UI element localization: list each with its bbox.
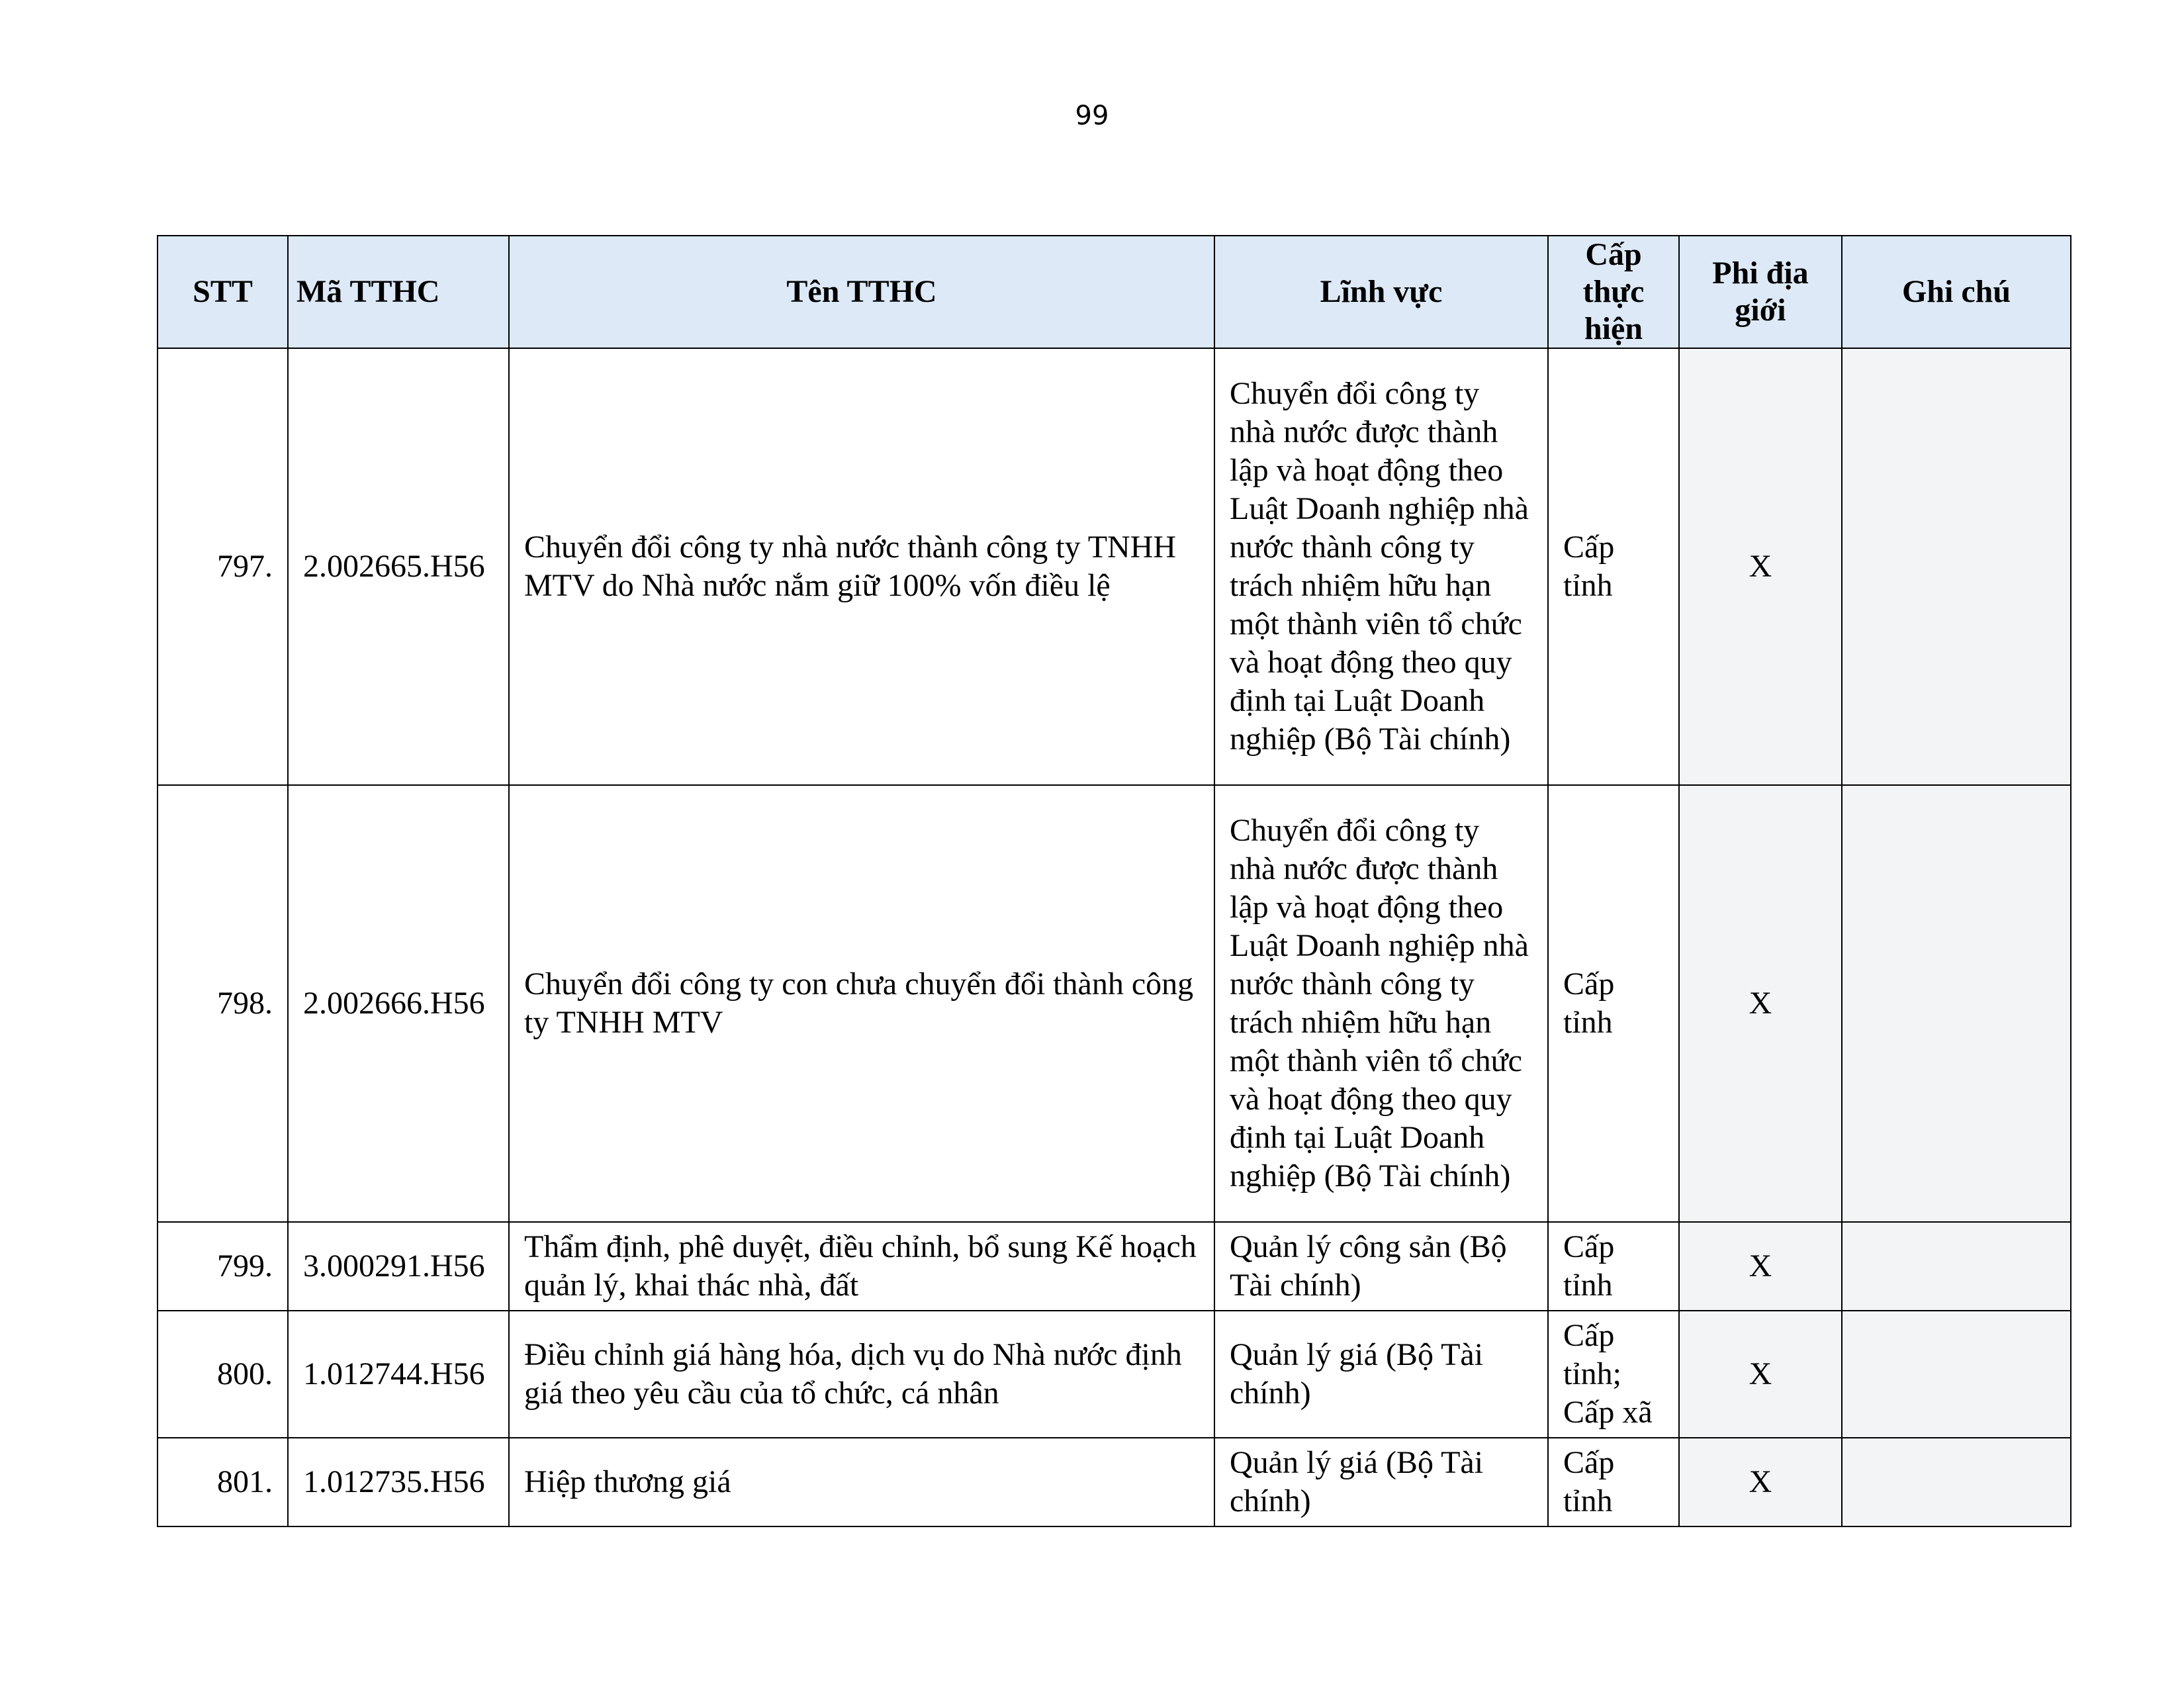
cell-phi-dia-gioi: X [1679,1311,1842,1438]
header-ten-tthc: Tên TTHC [509,236,1214,348]
header-cap-thuc-hien: Cấp thực hiện [1548,236,1679,348]
cell-phi-dia-gioi: X [1679,785,1842,1222]
cell-ma-tthc: 2.002665.H56 [288,348,509,785]
header-linh-vuc: Lĩnh vực [1214,236,1548,348]
cell-cap-thuc-hien: Cấp tỉnh [1548,1222,1679,1311]
cell-ma-tthc: 3.000291.H56 [288,1222,509,1311]
cell-linh-vuc: Quản lý công sản (Bộ Tài chính) [1214,1222,1548,1311]
header-row [158,236,2071,348]
procedures-table [157,235,2071,1527]
table-row [158,1438,2071,1526]
header-ma-tthc: Mã TTHC [288,236,509,348]
cell-ten-tthc: Chuyển đổi công ty nhà nước thành công ty TNHH MTV do Nhà nước nắm giữ 100% vốn điều lệ [509,348,1214,785]
cell-ma-tthc: 2.002666.H56 [288,785,509,1222]
table-row [158,785,2071,1222]
cell-ten-tthc: Chuyển đổi công ty con chưa chuyển đổi thành công ty TNHH MTV [509,785,1214,1222]
cell-cap-thuc-hien: Cấp tỉnh; Cấp xã [1548,1311,1679,1438]
cell-stt: 799. [158,1222,288,1311]
table-header [158,236,2071,348]
cell-linh-vuc: Quản lý giá (Bộ Tài chính) [1214,1438,1548,1526]
cell-stt: 801. [158,1438,288,1526]
cell-ghi-chu [1842,1311,2071,1438]
table-row [158,1222,2071,1311]
cell-cap-thuc-hien: Cấp tỉnh [1548,348,1679,785]
cell-phi-dia-gioi: X [1679,1438,1842,1526]
header-ghi-chu: Ghi chú [1842,236,2071,348]
cell-ghi-chu [1842,1438,2071,1526]
cell-ghi-chu [1842,348,2071,785]
cell-cap-thuc-hien: Cấp tỉnh [1548,785,1679,1222]
header-stt: STT [158,236,288,348]
cell-cap-thuc-hien: Cấp tỉnh [1548,1438,1679,1526]
cell-linh-vuc: Chuyển đổi công ty nhà nước được thành lập và hoạt động theo Luật Doanh nghiệp nhà nước thành công ty trách nhiệm hữu hạn một thành viên tổ chức và hoạt động theo quy định tại Luật Doanh nghiệp (Bộ Tài chính) [1214,348,1548,785]
cell-phi-dia-gioi: X [1679,1222,1842,1311]
page-number: 99 [1075,101,1109,131]
table-body [158,348,2071,1526]
cell-stt: 798. [158,785,288,1222]
cell-ten-tthc: Hiệp thương giá [509,1438,1214,1526]
table-row [158,348,2071,785]
cell-ten-tthc: Điều chỉnh giá hàng hóa, dịch vụ do Nhà nước định giá theo yêu cầu của tổ chức, cá nhân [509,1311,1214,1438]
cell-ma-tthc: 1.012744.H56 [288,1311,509,1438]
cell-linh-vuc: Quản lý giá (Bộ Tài chính) [1214,1311,1548,1438]
table-row [158,1311,2071,1438]
cell-stt: 800. [158,1311,288,1438]
cell-linh-vuc: Chuyển đổi công ty nhà nước được thành lập và hoạt động theo Luật Doanh nghiệp nhà nước thành công ty trách nhiệm hữu hạn một thành viên tổ chức và hoạt động theo quy định tại Luật Doanh nghiệp (Bộ Tài chính) [1214,785,1548,1222]
cell-phi-dia-gioi: X [1679,348,1842,785]
cell-ten-tthc: Thẩm định, phê duyệt, điều chỉnh, bổ sung Kế hoạch quản lý, khai thác nhà, đất [509,1222,1214,1311]
header-phi-dia-gioi: Phi địa giới [1679,236,1842,348]
cell-ghi-chu [1842,1222,2071,1311]
cell-ma-tthc: 1.012735.H56 [288,1438,509,1526]
cell-stt: 797. [158,348,288,785]
cell-ghi-chu [1842,785,2071,1222]
